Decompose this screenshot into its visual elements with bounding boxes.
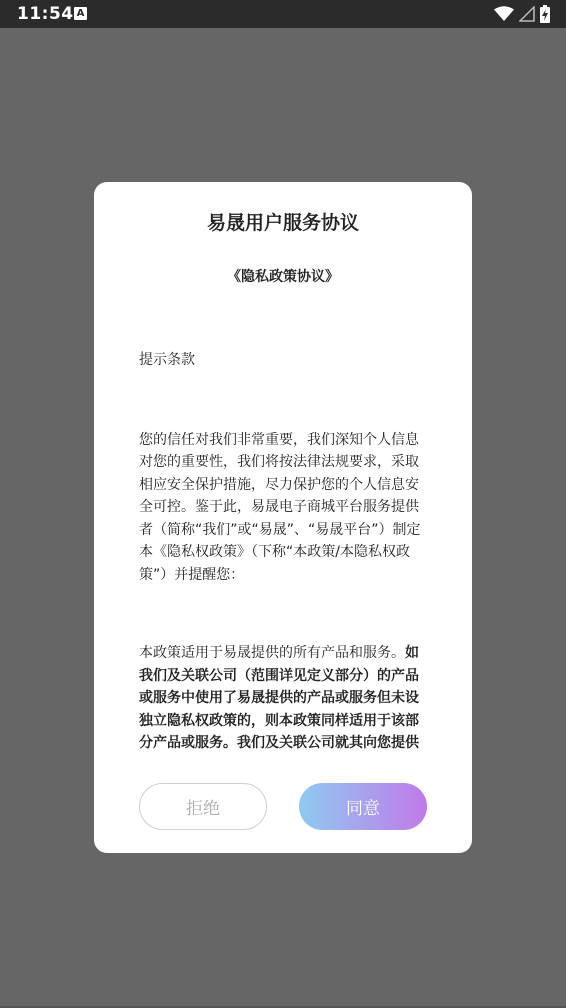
reject-button[interactable]: 拒绝 xyxy=(139,783,267,830)
wifi-icon xyxy=(494,6,514,22)
status-bar xyxy=(0,0,566,28)
dialog-title: 易晟用户服务协议 xyxy=(206,212,359,234)
privacy-dialog xyxy=(94,182,472,853)
policy-scope-bold: 如我们及关联公司（范围详见定义部分）的产品或服务中使用了易晟提供的产品或服务但未设独立隐私权政策的，则本政策同样适用于该部分产品或服务。我们及关联公司就其向您提供 xyxy=(139,645,419,751)
policy-content[interactable] xyxy=(139,342,425,762)
policy-intro: 您的信任对我们非常重要，我们深知个人信息对您的重要性，我们将按法律法规要求，采取相应安全保护措施，尽力保护您的个人信息安全可控。鉴于此，易晟电子商城平台服务提供者（简称“我们”或“易晟”、“易晟平台”）制定本《隐私权政策》（下称“本政策/本隐私权政策”）并提醒您： xyxy=(139,431,421,583)
policy-heading: 提示条款 xyxy=(139,352,195,368)
policy-scope xyxy=(139,642,425,755)
policy-scope-plain: 本政策适用于易晟提供的所有产品和服务。 xyxy=(139,645,405,661)
dialog-subtitle: 《隐私政策协议》 xyxy=(227,269,339,285)
notification-a-icon: A xyxy=(74,7,87,20)
signal-icon xyxy=(519,6,535,22)
status-time: 11:54 xyxy=(17,4,74,24)
status-icons xyxy=(494,5,550,23)
battery-charging-icon xyxy=(540,5,550,23)
agree-button[interactable]: 同意 xyxy=(299,783,427,830)
